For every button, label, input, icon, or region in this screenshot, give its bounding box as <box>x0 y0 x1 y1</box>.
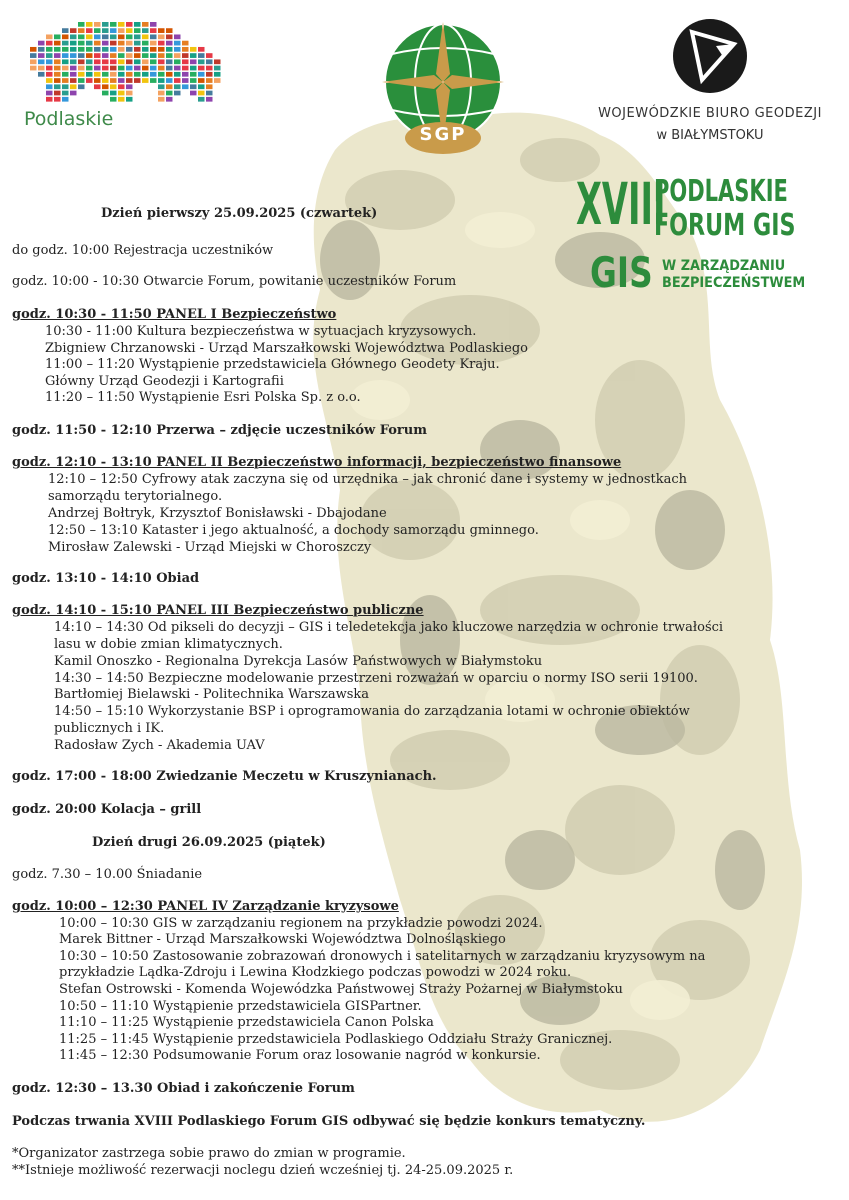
bison-pixel <box>78 41 85 46</box>
bison-pixel <box>86 59 93 64</box>
bison-pixel <box>102 84 109 89</box>
bison-pixel <box>102 66 109 71</box>
panel3-line: Kamil Onoszko - Regionalna Dyrekcja Lasów Państwowych w Białymstoku <box>54 654 543 669</box>
panel3-line: 14:10 – 14:30 Od pikseli do decyzji – GIS i teledetekcja jako kluczowe narzędzia w ochronie trwałości <box>54 620 724 635</box>
bison-pixel <box>206 72 213 77</box>
bison-pixel <box>158 72 165 77</box>
bison-pixel <box>86 47 93 52</box>
bison-pixel <box>46 84 53 89</box>
bison-pixel <box>118 97 125 102</box>
bison-pixel <box>46 78 53 83</box>
bison-pixel <box>158 47 165 52</box>
panel3-line: Bartłomiej Bielawski - Politechnika Warszawska <box>54 687 370 702</box>
bison-pixel <box>94 34 101 39</box>
bison-pixel <box>30 53 37 58</box>
bison-pixel <box>78 47 85 52</box>
bison-pixel <box>190 91 197 96</box>
forum-title-line1: PODLASKIE <box>654 174 788 209</box>
bison-pixel <box>142 47 149 52</box>
bison-pixel <box>150 28 157 33</box>
bison-pixel <box>166 41 173 46</box>
bison-pixel <box>54 72 61 77</box>
bison-pixel <box>198 47 205 52</box>
contest-note: Podczas trwania XVIII Podlaskiego Forum GIS odbywać się będzie konkurs tematyczny. <box>12 1114 646 1129</box>
bison-pixel <box>214 66 221 71</box>
bison-pixel <box>174 41 181 46</box>
bison-pixel <box>30 66 37 71</box>
day2-heading: Dzień drugi 26.09.2025 (piątek) <box>92 835 326 850</box>
bison-pixel <box>86 53 93 58</box>
bison-pixel <box>54 97 61 102</box>
bison-pixel <box>166 53 173 58</box>
bison-pixel <box>62 59 69 64</box>
bison-pixel <box>158 28 165 33</box>
bison-pixel <box>62 84 69 89</box>
bison-pixel <box>94 72 101 77</box>
bison-pixel <box>110 22 117 27</box>
bison-pixel <box>110 78 117 83</box>
bison-pixel <box>78 78 85 83</box>
podlaskie-logo <box>22 20 237 130</box>
panel4-line: 11:25 – 11:45 Wystąpienie przedstawiciela Podlaskiego Oddziału Straży Granicznej. <box>59 1032 613 1047</box>
bison-pixel <box>78 59 85 64</box>
bison-pixel <box>166 84 173 89</box>
panel2-line: 12:50 – 13:10 Kataster i jego aktualność, a dochody samorządu gminnego. <box>48 523 539 538</box>
bison-pixel <box>38 59 45 64</box>
bison-pixel <box>62 91 69 96</box>
bison-pixel <box>134 78 141 83</box>
triangle-arrows-icon <box>672 18 748 94</box>
panel3-line: Radosław Zych - Akademia UAV <box>54 738 265 753</box>
bison-pixel <box>118 72 125 77</box>
bison-pixel <box>46 66 53 71</box>
bison-pixel <box>142 34 149 39</box>
bison-pixel <box>38 72 45 77</box>
mosque-item: godz. 17:00 - 18:00 Zwiedzanie Meczetu w Kruszynianach. <box>12 769 437 784</box>
bison-pixel <box>198 97 205 102</box>
bison-pixel <box>158 91 165 96</box>
bison-pixel <box>190 53 197 58</box>
bison-pixel <box>110 91 117 96</box>
bison-pixel <box>38 53 45 58</box>
bison-pixel <box>198 72 205 77</box>
breakfast-item: godz. 7.30 – 10.00 Śniadanie <box>12 867 203 882</box>
bison-pixel <box>166 47 173 52</box>
forum-number: XVIII <box>576 170 666 238</box>
bison-pixel <box>126 53 133 58</box>
bison-pixel <box>38 41 45 46</box>
bison-pixel <box>102 78 109 83</box>
bison-pixel <box>102 22 109 27</box>
forum-title-line2: FORUM GIS <box>654 208 796 243</box>
bison-pixel <box>190 47 197 52</box>
bison-pixel <box>46 53 53 58</box>
bison-pixel <box>166 78 173 83</box>
bison-pixel <box>86 34 93 39</box>
bison-pixel <box>70 34 77 39</box>
break-item: godz. 11:50 - 12:10 Przerwa – zdjęcie uczestników Forum <box>12 423 427 438</box>
bison-pixel <box>126 91 133 96</box>
bison-pixel <box>190 66 197 71</box>
bison-pixel <box>102 72 109 77</box>
bison-pixel <box>158 53 165 58</box>
bison-pixel <box>182 84 189 89</box>
bison-pixel <box>102 34 109 39</box>
bison-pixel <box>206 53 213 58</box>
bison-pixel <box>54 41 61 46</box>
bison-pixel <box>166 59 173 64</box>
bison-pixel <box>150 34 157 39</box>
bison-pixel <box>54 91 61 96</box>
bison-pixel <box>102 91 109 96</box>
bison-pixel <box>142 53 149 58</box>
panel4-line: 11:10 – 11:25 Wystąpienie przedstawiciela Canon Polska <box>59 1015 434 1030</box>
bison-pixel <box>54 59 61 64</box>
bison-pixel <box>110 53 117 58</box>
bison-pixel <box>134 53 141 58</box>
panel2-line: 12:10 – 12:50 Cyfrowy atak zaczyna się od urzędnika – jak chronić dane i systemy w jednostkach <box>48 472 688 487</box>
bison-pixel <box>46 34 53 39</box>
bison-pixel <box>118 78 125 83</box>
bison-pixel <box>118 84 125 89</box>
bison-pixel <box>46 97 53 102</box>
bison-pixel <box>62 72 69 77</box>
bison-pixel <box>62 28 69 33</box>
bison-pixel <box>126 78 133 83</box>
bison-pixel <box>62 47 69 52</box>
bison-pixel <box>142 28 149 33</box>
bison-pixel <box>94 66 101 71</box>
bison-pixel <box>126 22 133 27</box>
bison-pixel <box>94 59 101 64</box>
panel4-line: 10:00 – 10:30 GIS w zarządzaniu regionem na przykładzie powodzi 2024. <box>59 916 543 931</box>
bison-pixel <box>174 59 181 64</box>
bison-pixel <box>118 53 125 58</box>
bison-pixel <box>86 66 93 71</box>
panel2-line: Andrzej Bołtryk, Krzysztof Bonisławski - Dbajodane <box>48 506 387 521</box>
bison-pixel <box>118 47 125 52</box>
bison-pixel <box>86 41 93 46</box>
bison-pixel <box>46 72 53 77</box>
bison-pixel <box>110 84 117 89</box>
bison-pixel <box>134 41 141 46</box>
bison-pixel <box>86 78 93 83</box>
bison-pixel <box>174 34 181 39</box>
bison-pixel <box>214 78 221 83</box>
bison-pixel <box>30 59 37 64</box>
bison-pixel <box>134 28 141 33</box>
bison-pixel <box>78 28 85 33</box>
bison-pixel <box>110 41 117 46</box>
bison-pixel <box>70 91 77 96</box>
bison-pixel <box>198 78 205 83</box>
bison-pixel <box>54 34 61 39</box>
bison-pixel <box>206 91 213 96</box>
bison-pixel <box>166 28 173 33</box>
bison-pixel <box>214 72 221 77</box>
bison-pixel <box>198 59 205 64</box>
forum-subtitle2: BEZPIECZEŃSTWEM <box>662 275 806 291</box>
panel3-line: 14:30 – 14:50 Bezpieczne modelowanie przestrzeni rozważań w oparciu o normy ISO serii 19100. <box>54 671 698 686</box>
bison-pixel <box>86 72 93 77</box>
bison-pixel <box>78 66 85 71</box>
bison-pixel <box>86 28 93 33</box>
bison-pixel <box>174 53 181 58</box>
panel3-line: 14:50 – 15:10 Wykorzystanie BSP i oprogramowania do zarządzania lotami w ochronie obiektów <box>54 704 690 719</box>
bison-pixel <box>182 53 189 58</box>
bison-pixel <box>70 47 77 52</box>
bison-pixel <box>150 53 157 58</box>
bison-pixel <box>54 53 61 58</box>
bison-pixel <box>166 97 173 102</box>
bison-pixel <box>70 84 77 89</box>
panel1-line: 11:00 – 11:20 Wystąpienie przedstawiciela Głównego Geodety Kraju. <box>45 357 500 372</box>
bison-pixel <box>150 59 157 64</box>
bison-pixel <box>78 72 85 77</box>
bison-pixel <box>182 41 189 46</box>
bison-pixel <box>110 97 117 102</box>
bison-pixel <box>142 59 149 64</box>
forum-title-block <box>576 170 816 298</box>
bison-pixel <box>126 34 133 39</box>
bison-pixel <box>206 66 213 71</box>
bison-pixel <box>198 84 205 89</box>
bison-pixel <box>46 59 53 64</box>
dinner-item: godz. 20:00 Kolacja – grill <box>12 802 202 817</box>
bison-pixel <box>94 78 101 83</box>
panel4-line: 10:50 – 11:10 Wystąpienie przedstawiciela GISPartner. <box>59 999 422 1014</box>
bison-pixel <box>102 28 109 33</box>
bison-pixel <box>126 66 133 71</box>
bison-pixel <box>198 66 205 71</box>
panel3-title: godz. 14:10 - 15:10 PANEL III Bezpieczeństwo publiczne <box>12 603 424 618</box>
bison-pixel <box>70 66 77 71</box>
bison-pixel <box>142 72 149 77</box>
bison-pixel <box>102 47 109 52</box>
bison-pixel <box>54 78 61 83</box>
panel1-line: 11:20 – 11:50 Wystąpienie Esri Polska Sp. z o.o. <box>45 390 361 405</box>
bison-pixel <box>118 28 125 33</box>
panel2-title: godz. 12:10 - 13:10 PANEL II Bezpieczeństwo informacji, bezpieczeństwo finansowe <box>12 455 622 470</box>
bison-pixel <box>206 84 213 89</box>
panel4-line: 11:45 – 12:30 Podsumowanie Forum oraz losowanie nagród w konkursie. <box>59 1048 541 1063</box>
bison-pixel <box>126 28 133 33</box>
bison-pixel <box>150 72 157 77</box>
forum-subtitle1: W ZARZĄDZANIU <box>662 258 786 274</box>
bison-pixel <box>166 66 173 71</box>
bison-pixel <box>102 41 109 46</box>
bison-pixel <box>150 78 157 83</box>
bison-pixel <box>198 53 205 58</box>
bison-pixel <box>174 72 181 77</box>
bison-pixel <box>62 53 69 58</box>
bison-pixel <box>142 22 149 27</box>
bison-pixel <box>46 47 53 52</box>
bison-pixel <box>158 78 165 83</box>
closing-item: godz. 12:30 – 13.30 Obiad i zakończenie Forum <box>12 1081 355 1096</box>
wbg-line1: WOJEWÓDZKIE BIURO GEODEZJI <box>598 106 822 121</box>
bison-pixel <box>142 66 149 71</box>
bison-pixel <box>94 53 101 58</box>
bison-pixel <box>54 66 61 71</box>
bison-pixel <box>190 72 197 77</box>
bison-pixel <box>166 34 173 39</box>
bison-pixel <box>78 84 85 89</box>
day1-heading: Dzień pierwszy 25.09.2025 (czwartek) <box>101 206 378 221</box>
panel1-line: Zbigniew Chrzanowski - Urząd Marszałkowski Województwa Podlaskiego <box>45 341 529 356</box>
bison-pixel <box>86 22 93 27</box>
bison-pixel <box>214 59 221 64</box>
bison-pixel <box>174 78 181 83</box>
bison-pixel <box>166 72 173 77</box>
bison-pixel <box>70 41 77 46</box>
footnote: **Istnieje możliwość rezerwacji noclegu dzień wcześniej tj. 24-25.09.2025 r. <box>12 1163 514 1178</box>
bison-pixel <box>142 41 149 46</box>
panel1-line: 10:30 - 11:00 Kultura bezpieczeństwa w sytuacjach kryzysowych. <box>45 324 477 339</box>
bison-pixel <box>102 59 109 64</box>
wbg-logo <box>585 18 835 153</box>
panel4-line: Stefan Ostrowski - Komenda Wojewódzka Państwowej Straży Pożarnej w Białymstoku <box>59 982 623 997</box>
panel2-line: samorządu terytorialnego. <box>48 489 223 504</box>
bison-pixel <box>118 41 125 46</box>
bison-pixel <box>62 34 69 39</box>
panel1-line: Główny Urząd Geodezji i Kartografii <box>45 374 284 389</box>
bison-pixel <box>94 28 101 33</box>
bison-pixel <box>38 66 45 71</box>
bison-pixel <box>70 28 77 33</box>
day1-opening: godz. 10:00 - 10:30 Otwarcie Forum, powitanie uczestników Forum <box>12 274 457 289</box>
bison-pixel <box>158 34 165 39</box>
bison-pixel <box>206 78 213 83</box>
bison-pixel <box>126 47 133 52</box>
bison-pixel <box>94 22 101 27</box>
bison-pixel <box>126 59 133 64</box>
bison-pixel <box>94 47 101 52</box>
bison-pixel <box>46 91 53 96</box>
bison-pixel <box>190 84 197 89</box>
bison-pixel <box>110 34 117 39</box>
bison-pixel <box>174 84 181 89</box>
bison-pixel <box>94 41 101 46</box>
forum-gis: GIS <box>590 248 653 297</box>
bison-pixel <box>134 47 141 52</box>
bison-pixel <box>54 84 61 89</box>
bison-pixel <box>142 78 149 83</box>
bison-pixel <box>158 97 165 102</box>
day1-registration: do godz. 10:00 Rejestracja uczestników <box>12 243 274 258</box>
bison-pixel <box>150 66 157 71</box>
bison-pixel <box>102 53 109 58</box>
bison-pixel <box>70 53 77 58</box>
bison-pixel <box>78 34 85 39</box>
bison-pixel <box>38 47 45 52</box>
bison-pixel <box>182 72 189 77</box>
bison-pixel <box>134 22 141 27</box>
panel4-title: godz. 10:00 – 12:30 PANEL IV Zarządzanie kryzysowe <box>12 899 399 914</box>
bison-pixel <box>182 59 189 64</box>
bison-pixel <box>150 41 157 46</box>
bison-pixel <box>118 22 125 27</box>
bison-pixel <box>62 97 69 102</box>
bison-pixel <box>182 78 189 83</box>
bison-pixel <box>158 66 165 71</box>
bison-pixel <box>206 97 213 102</box>
bison-pixel <box>62 66 69 71</box>
bison-pixel <box>54 47 61 52</box>
bison-pixel <box>110 28 117 33</box>
bison-pixel <box>70 78 77 83</box>
sgp-label: SGP <box>419 124 467 145</box>
bison-pixel <box>150 47 157 52</box>
bison-pixel <box>150 22 157 27</box>
bison-pixel <box>94 84 101 89</box>
bison-pixel <box>126 41 133 46</box>
bison-pixel <box>158 41 165 46</box>
bison-pixel <box>198 91 205 96</box>
bison-pixel <box>46 41 53 46</box>
sgp-logo <box>382 22 504 154</box>
bison-pixel <box>174 47 181 52</box>
bison-pixel <box>166 91 173 96</box>
bison-pixel <box>206 59 213 64</box>
bison-pixel <box>182 66 189 71</box>
panel4-line: przykładzie Lądka-Zdroju i Lewina Kłodzkiego podczas powodzi w 2024 roku. <box>59 965 572 980</box>
bison-pixel <box>78 22 85 27</box>
bison-pixel <box>110 47 117 52</box>
bison-pixel <box>174 66 181 71</box>
bison-pixel <box>182 47 189 52</box>
bison-pixel <box>70 59 77 64</box>
bison-pixel <box>134 72 141 77</box>
lunch-item: godz. 13:10 - 14:10 Obiad <box>12 571 200 586</box>
bison-pixel <box>110 72 117 77</box>
panel3-line: lasu w dobie zmian klimatycznych. <box>54 637 283 652</box>
bison-pixel <box>110 59 117 64</box>
bison-pixel <box>78 53 85 58</box>
wbg-line2: w BIAŁYMSTOKU <box>656 128 764 143</box>
bison-pixel <box>126 84 133 89</box>
bison-pixel <box>158 59 165 64</box>
bison-pixel <box>110 66 117 71</box>
podlaskie-label: Podlaskie <box>24 108 114 130</box>
bison-pixel <box>134 66 141 71</box>
bison-pixel <box>126 72 133 77</box>
bison-pixel <box>158 84 165 89</box>
panel3-line: publicznych i IK. <box>54 721 165 736</box>
footnote: *Organizator zastrzega sobie prawo do zmian w programie. <box>12 1146 406 1161</box>
bison-pixel <box>174 91 181 96</box>
bison-pixel <box>62 78 69 83</box>
bison-pixel <box>134 34 141 39</box>
bison-pixel <box>62 41 69 46</box>
bison-pixel <box>118 91 125 96</box>
bison-pixel <box>118 59 125 64</box>
bison-pixel <box>190 59 197 64</box>
bison-pixel <box>190 78 197 83</box>
bison-pixel <box>126 97 133 102</box>
bison-pixel <box>70 72 77 77</box>
bison-pixel <box>118 66 125 71</box>
bison-pixel <box>30 47 37 52</box>
panel4-line: Marek Bittner - Urząd Marszałkowski Województwa Dolnośląskiego <box>59 932 506 947</box>
bison-pixel <box>118 34 125 39</box>
panel4-line: 10:30 – 10:50 Zastosowanie zobrazowań dronowych i satelitarnych w zarządzaniu kryzysowym na <box>59 949 706 964</box>
panel1-title: godz. 10:30 - 11:50 PANEL I Bezpieczeństwo <box>12 307 337 322</box>
panel2-line: Mirosław Zalewski - Urząd Miejski w Choroszczy <box>48 540 372 555</box>
bison-pixel <box>134 59 141 64</box>
